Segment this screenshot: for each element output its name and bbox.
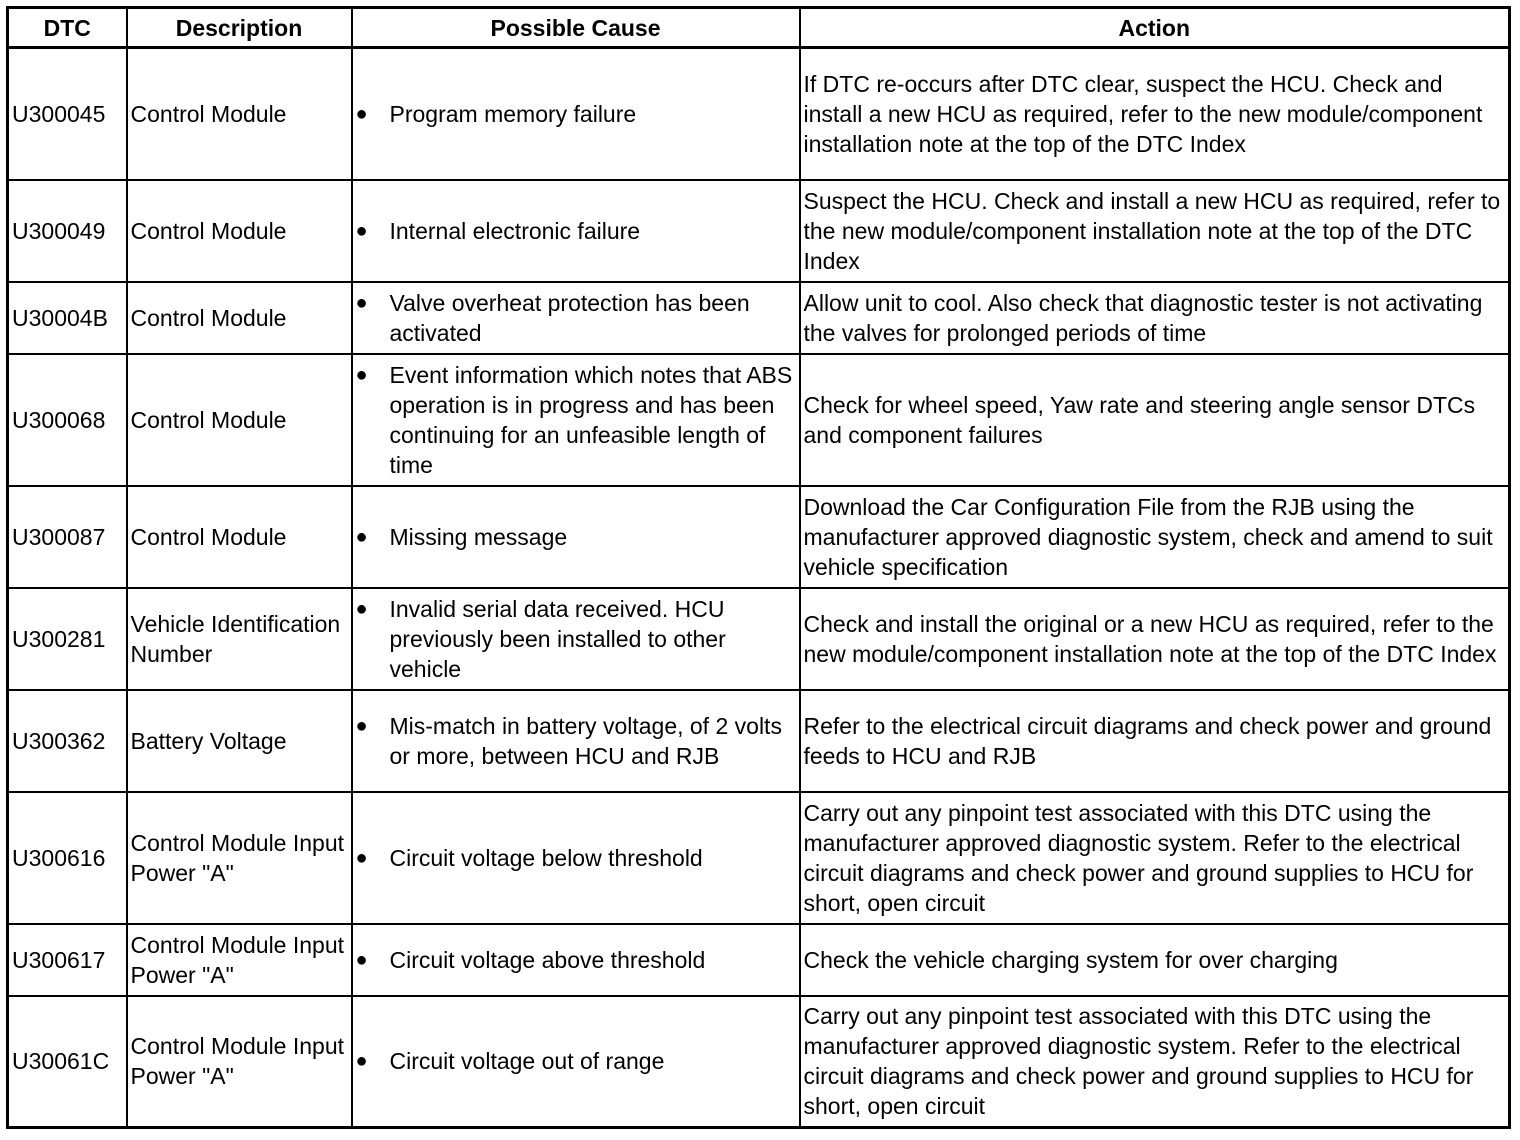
possible-cause-text: Internal electronic failure xyxy=(389,217,641,244)
dtc-code: U300049 xyxy=(8,180,127,282)
cause-bullet-item xyxy=(356,711,796,771)
table-row xyxy=(8,354,1510,486)
possible-cause-cell xyxy=(352,48,800,180)
possible-cause-text: Event information which notes that ABS operation is in progress and has been continuing for an unfeasible length of time xyxy=(389,361,793,478)
bullet-icon: ● xyxy=(355,846,368,869)
dtc-code: U300281 xyxy=(8,588,127,690)
table-row xyxy=(8,282,1510,354)
header-action: Action xyxy=(800,8,1510,48)
action-text: Carry out any pinpoint test associated with this DTC using the manufacturer approved diagnostic system. Refer to the electrical circuit diagrams and check power and ground supplies to HCU for short, open circuit xyxy=(800,996,1510,1128)
action-text: Refer to the electrical circuit diagrams and check power and ground feeds to HCU and RJB xyxy=(800,690,1510,792)
dtc-code: U30004B xyxy=(8,282,127,354)
possible-cause-cell xyxy=(352,996,800,1128)
possible-cause-cell xyxy=(352,282,800,354)
action-text: Carry out any pinpoint test associated with this DTC using the manufacturer approved diagnostic system. Refer to the electrical circuit diagrams and check power and ground supplies to HCU for short, open circuit xyxy=(800,792,1510,924)
action-text: If DTC re-occurs after DTC clear, suspect the HCU. Check and install a new HCU as required, refer to the new module/component installation note at the top of the DTC Index xyxy=(800,48,1510,180)
cause-bullet-item xyxy=(356,216,796,246)
bullet-icon: ● xyxy=(355,291,368,314)
dtc-table xyxy=(6,6,1511,1129)
action-text: Download the Car Configuration File from the RJB using the manufacturer approved diagnostic system, check and amend to suit vehicle specification xyxy=(800,486,1510,588)
possible-cause-text: Circuit voltage out of range xyxy=(389,1048,665,1075)
dtc-description: Control Module Input Power "A" xyxy=(127,996,352,1128)
possible-cause-text: Missing message xyxy=(389,523,568,550)
dtc-code: U300068 xyxy=(8,354,127,486)
dtc-description: Control Module xyxy=(127,282,352,354)
dtc-code: U300362 xyxy=(8,690,127,792)
bullet-icon: ● xyxy=(355,948,368,971)
possible-cause-text: Valve overheat protection has been activated xyxy=(389,289,750,346)
cause-bullet-item xyxy=(356,1046,796,1076)
bullet-icon: ● xyxy=(355,525,368,548)
dtc-description: Control Module Input Power "A" xyxy=(127,924,352,996)
cause-bullet-item xyxy=(356,594,796,684)
dtc-description: Control Module xyxy=(127,48,352,180)
bullet-icon: ● xyxy=(355,1050,368,1073)
possible-cause-cell xyxy=(352,792,800,924)
dtc-code: U300087 xyxy=(8,486,127,588)
bullet-icon: ● xyxy=(355,219,368,242)
possible-cause-cell xyxy=(352,690,800,792)
table-row xyxy=(8,792,1510,924)
possible-cause-cell xyxy=(352,486,800,588)
cause-bullet-item xyxy=(356,288,796,348)
possible-cause-text: Mis-match in battery voltage, of 2 volts or more, between HCU and RJB xyxy=(389,712,782,769)
dtc-code: U30061C xyxy=(8,996,127,1128)
header-dtc: DTC xyxy=(8,8,127,48)
dtc-description: Vehicle Identification Number xyxy=(127,588,352,690)
action-text: Allow unit to cool. Also check that diagnostic tester is not activating the valves for prolonged periods of time xyxy=(800,282,1510,354)
dtc-description: Control Module xyxy=(127,354,352,486)
possible-cause-text: Invalid serial data received. HCU previously been installed to other vehicle xyxy=(389,595,726,682)
bullet-icon: ● xyxy=(355,597,368,620)
bullet-icon: ● xyxy=(355,363,368,386)
possible-cause-cell xyxy=(352,354,800,486)
table-row xyxy=(8,588,1510,690)
possible-cause-cell xyxy=(352,924,800,996)
cause-bullet-item xyxy=(356,99,796,129)
table-row xyxy=(8,996,1510,1128)
cause-bullet-item xyxy=(356,945,796,975)
header-row xyxy=(8,8,1510,48)
action-text: Check for wheel speed, Yaw rate and steering angle sensor DTCs and component failures xyxy=(800,354,1510,486)
action-text: Check the vehicle charging system for over charging xyxy=(800,924,1510,996)
table-row xyxy=(8,486,1510,588)
dtc-description: Battery Voltage xyxy=(127,690,352,792)
header-possible-cause: Possible Cause xyxy=(352,8,800,48)
cause-bullet-item xyxy=(356,522,796,552)
cause-bullet-item xyxy=(356,843,796,873)
table-row xyxy=(8,924,1510,996)
possible-cause-text: Circuit voltage below threshold xyxy=(389,844,703,871)
dtc-code: U300616 xyxy=(8,792,127,924)
dtc-description: Control Module Input Power "A" xyxy=(127,792,352,924)
table-row xyxy=(8,180,1510,282)
table-row xyxy=(8,48,1510,180)
dtc-description: Control Module xyxy=(127,486,352,588)
dtc-description: Control Module xyxy=(127,180,352,282)
possible-cause-cell xyxy=(352,588,800,690)
action-text: Check and install the original or a new HCU as required, refer to the new module/component installation note at the top of the DTC Index xyxy=(800,588,1510,690)
possible-cause-cell xyxy=(352,180,800,282)
dtc-code: U300045 xyxy=(8,48,127,180)
bullet-icon: ● xyxy=(355,714,368,737)
cause-bullet-item xyxy=(356,360,796,480)
header-description: Description xyxy=(127,8,352,48)
possible-cause-text: Program memory failure xyxy=(389,100,637,127)
dtc-code: U300617 xyxy=(8,924,127,996)
possible-cause-text: Circuit voltage above threshold xyxy=(389,946,706,973)
table-row xyxy=(8,690,1510,792)
action-text: Suspect the HCU. Check and install a new HCU as required, refer to the new module/component installation note at the top of the DTC Index xyxy=(800,180,1510,282)
bullet-icon: ● xyxy=(355,102,368,125)
